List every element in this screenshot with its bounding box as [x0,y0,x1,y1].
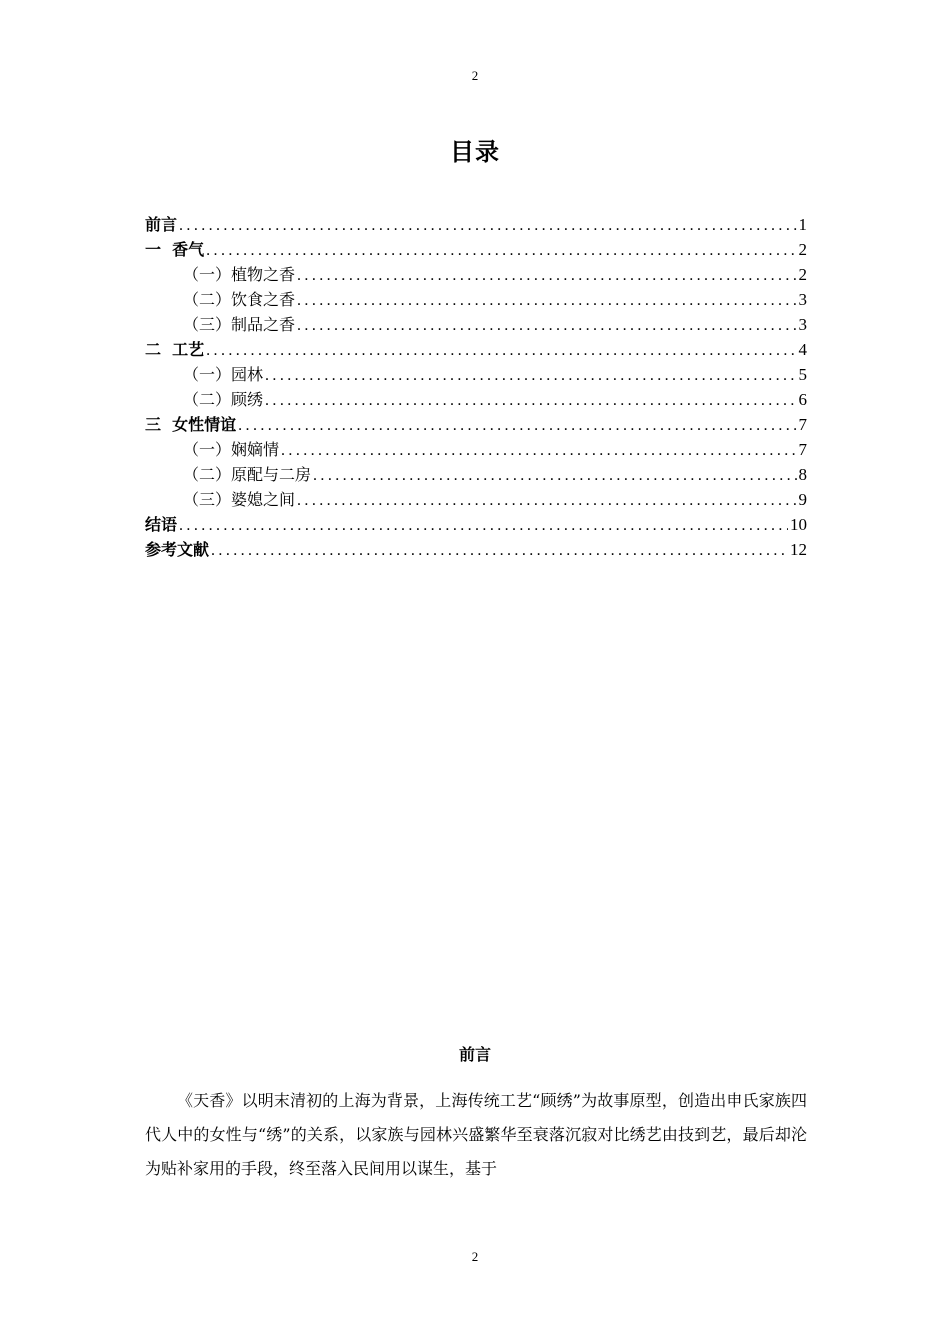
toc-dot-leader [313,463,796,488]
toc-entry-plant-fragrance[interactable] [145,262,807,287]
toc-dot-leader [206,338,796,363]
toc-entry-fragrance[interactable] [145,237,807,262]
toc-entry-conclusion[interactable] [145,512,807,537]
toc-entry-garden[interactable] [145,362,807,387]
toc-entry-label: （一）娴嫡情 [183,440,280,459]
toc-dot-leader [281,438,796,463]
toc-entry-page: 1 [798,215,807,234]
toc-entry-page: 7 [798,415,807,434]
toc-entry-label: （三）制品之香 [183,315,296,334]
toc-entry-preface[interactable] [145,212,807,237]
toc-dot-leader [265,363,796,388]
toc-dot-leader [211,538,788,563]
preface-heading: 前言 [458,1045,491,1064]
toc-entry-label: （二）顾绣 [183,390,264,409]
toc-entry-page: 2 [798,240,807,259]
toc-entry-page: 4 [798,340,807,359]
toc-entry-mother-daughter-in-law[interactable] [145,487,807,512]
toc-dot-leader [238,413,796,438]
toc-dot-leader [297,288,796,313]
toc-entry-wife-and-concubine[interactable] [145,462,807,487]
toc-dot-leader [206,238,796,263]
toc-entry-female-friendship[interactable] [145,412,807,437]
toc-entry-page: 7 [798,440,807,459]
table-of-contents [145,212,807,562]
toc-entry-page: 3 [798,315,807,334]
toc-entry-label: （一）园林 [183,365,264,384]
preface-paragraph: 《天香》以明末清初的上海为背景，上海传统工艺“顾绣”为故事原型，创造出申氏家族四代人中的女性与“绣”的关系，以家族与园林兴盛繁华至衰落沉寂对比绣艺由技到艺，最后却沦为贴补家用的手段，终至落入民间用以谋生，基于 [145,1091,807,1178]
toc-entry-page: 9 [798,490,807,509]
toc-entry-label: 前言 [145,215,178,234]
toc-entry-page: 12 [790,540,807,559]
toc-entry-page: 10 [790,515,807,534]
toc-entry-label: （二）饮食之香 [183,290,296,309]
toc-entry-label: 二 工艺 [145,340,205,359]
toc-entry-sisterly-bond[interactable] [145,437,807,462]
toc-entry-page: 5 [798,365,807,384]
header-page-number: 2 [471,68,479,83]
toc-entry-gu-embroidery[interactable] [145,387,807,412]
toc-entry-label: 三 女性情谊 [145,415,237,434]
toc-dot-leader [297,488,796,513]
toc-entry-craft[interactable] [145,337,807,362]
toc-dot-leader [179,213,796,238]
toc-entry-label: 结语 [145,515,178,534]
toc-entry-product-fragrance[interactable] [145,312,807,337]
toc-entry-label: （一）植物之香 [183,265,296,284]
toc-entry-page: 3 [798,290,807,309]
footer-page-number: 2 [471,1249,479,1264]
toc-entry-label: （二）原配与二房 [183,465,312,484]
toc-entry-food-fragrance[interactable] [145,287,807,312]
toc-entry-page: 6 [798,390,807,409]
toc-dot-leader [265,388,796,413]
toc-entry-page: 2 [798,265,807,284]
toc-entry-label: 参考文献 [145,540,210,559]
toc-title: 目录 [450,138,500,166]
toc-dot-leader [179,513,788,538]
toc-entry-page: 8 [798,465,807,484]
toc-dot-leader [297,263,796,288]
toc-entry-label: （三）婆媳之间 [183,490,296,509]
toc-entry-label: 一 香气 [145,240,205,259]
toc-dot-leader [297,313,796,338]
toc-entry-references[interactable] [145,537,807,562]
